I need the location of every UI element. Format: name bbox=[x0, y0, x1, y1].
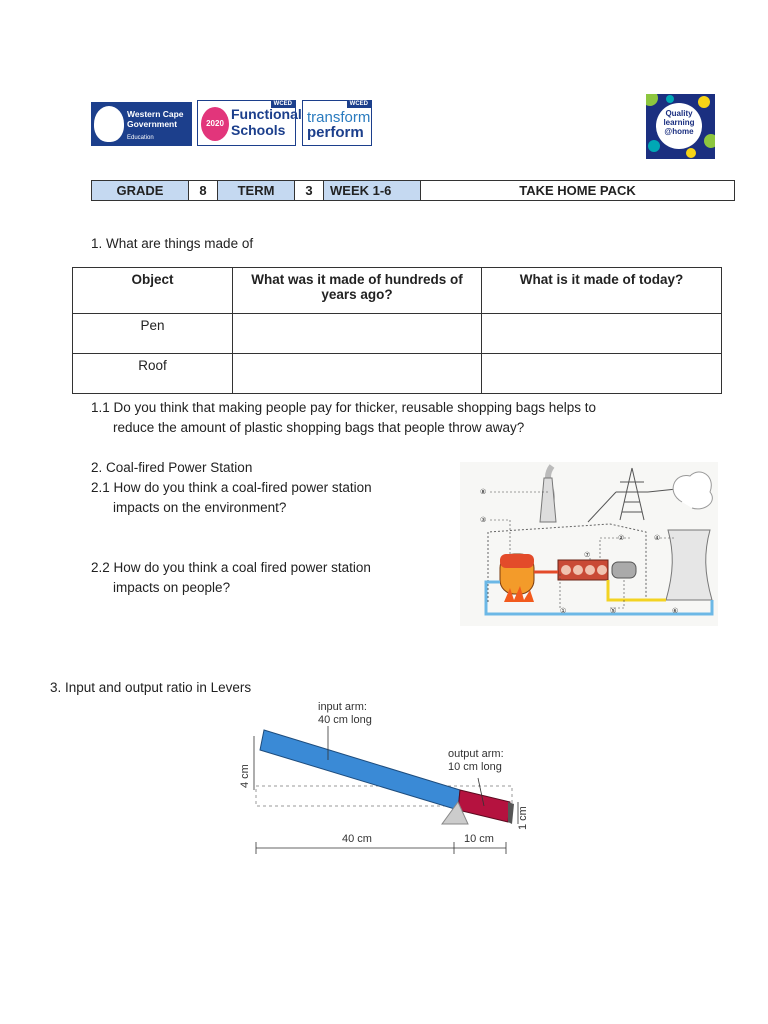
output-arm-label: 10 cm long bbox=[448, 761, 502, 773]
take-home-pack-label: TAKE HOME PACK bbox=[421, 181, 735, 201]
answer-cell[interactable] bbox=[482, 314, 722, 354]
diagram-label: ⑦ bbox=[584, 551, 591, 559]
question-2-1-line1: 2.1 How do you think a coal-fired power station bbox=[91, 480, 372, 495]
quality-learning-at-home-logo bbox=[646, 94, 715, 159]
logo-text: Functional bbox=[231, 106, 302, 122]
question-1: 1. What are things made of bbox=[91, 236, 254, 251]
output-arm-label: output arm: bbox=[448, 748, 504, 760]
question-1-1-line1: 1.1 Do you think that making people pay for thicker, reusable shopping bags helps to bbox=[91, 400, 597, 415]
question-1-1-line2: reduce the amount of plastic shopping bags that people throw away? bbox=[113, 420, 525, 435]
logo-tag: WCED bbox=[271, 100, 295, 108]
logo-text: @home bbox=[664, 127, 694, 136]
grade-value: 8 bbox=[189, 181, 218, 201]
western-cape-government-logo bbox=[91, 102, 192, 146]
diagram-label: ③ bbox=[480, 516, 487, 524]
logo-text: perform bbox=[307, 124, 364, 141]
logo-text: Schools bbox=[231, 122, 286, 138]
logo-text: Western Cape bbox=[127, 109, 184, 119]
answer-cell[interactable] bbox=[233, 314, 482, 354]
term-value: 3 bbox=[295, 181, 324, 201]
boiler-top bbox=[500, 554, 534, 568]
table-header: What is it made of today? bbox=[482, 268, 722, 314]
logo-circle bbox=[656, 103, 702, 149]
logo-text: transform bbox=[307, 109, 371, 126]
logo-text: Education bbox=[127, 135, 154, 141]
logo-text: Quality bbox=[665, 109, 693, 118]
table-row bbox=[73, 314, 722, 354]
generator bbox=[612, 562, 636, 578]
transform-perform-logo bbox=[302, 100, 372, 146]
power-station-diagram bbox=[460, 462, 718, 626]
question-2-2-line2: impacts on people? bbox=[113, 580, 231, 595]
logo-tag: WCED bbox=[347, 100, 371, 108]
materials-table bbox=[72, 267, 722, 394]
question-2-title: 2. Coal-fired Power Station bbox=[91, 460, 253, 475]
diagram-label: ⑥ bbox=[672, 607, 679, 615]
answer-cell[interactable] bbox=[482, 354, 722, 394]
table-cell: Pen bbox=[73, 314, 233, 354]
term-label: TERM bbox=[218, 181, 295, 201]
table-header: Object bbox=[73, 268, 233, 314]
question-2-2-line1: 2.2 How do you think a coal fired power station bbox=[91, 560, 371, 575]
table-header: What was it made of hundreds of years ago? bbox=[233, 268, 482, 314]
coat-of-arms-icon bbox=[94, 106, 124, 142]
drop-label: 1 cm bbox=[517, 806, 529, 830]
input-arm bbox=[260, 730, 460, 810]
diagram-label: ⑤ bbox=[610, 607, 617, 615]
question-2-1-line2: impacts on the environment? bbox=[113, 500, 287, 515]
cooling-tower bbox=[666, 530, 712, 600]
height-label: 4 cm bbox=[239, 764, 251, 788]
dimension-10: 10 cm bbox=[464, 833, 494, 845]
week-label: WEEK 1-6 bbox=[324, 181, 421, 201]
logo-badge: 2020 bbox=[201, 107, 229, 141]
input-arm-label: 40 cm long bbox=[318, 714, 372, 726]
dimension-40: 40 cm bbox=[342, 833, 372, 845]
logo-text: Government bbox=[127, 119, 178, 129]
lever-diagram bbox=[232, 698, 532, 858]
grade-label: GRADE bbox=[92, 181, 189, 201]
answer-cell[interactable] bbox=[233, 354, 482, 394]
question-3-title: 3. Input and output ratio in Levers bbox=[50, 680, 252, 695]
diagram-label: ① bbox=[560, 607, 567, 615]
functional-schools-logo bbox=[197, 100, 302, 146]
diagram-label: ⑧ bbox=[480, 488, 487, 496]
diagram-label: ② bbox=[618, 534, 625, 542]
logo-text: learning bbox=[663, 118, 695, 127]
diagram-label: ④ bbox=[654, 534, 661, 542]
input-arm-label: input arm: bbox=[318, 701, 367, 713]
table-row bbox=[73, 354, 722, 394]
table-cell: Roof bbox=[73, 354, 233, 394]
grade-term-header bbox=[91, 180, 735, 201]
